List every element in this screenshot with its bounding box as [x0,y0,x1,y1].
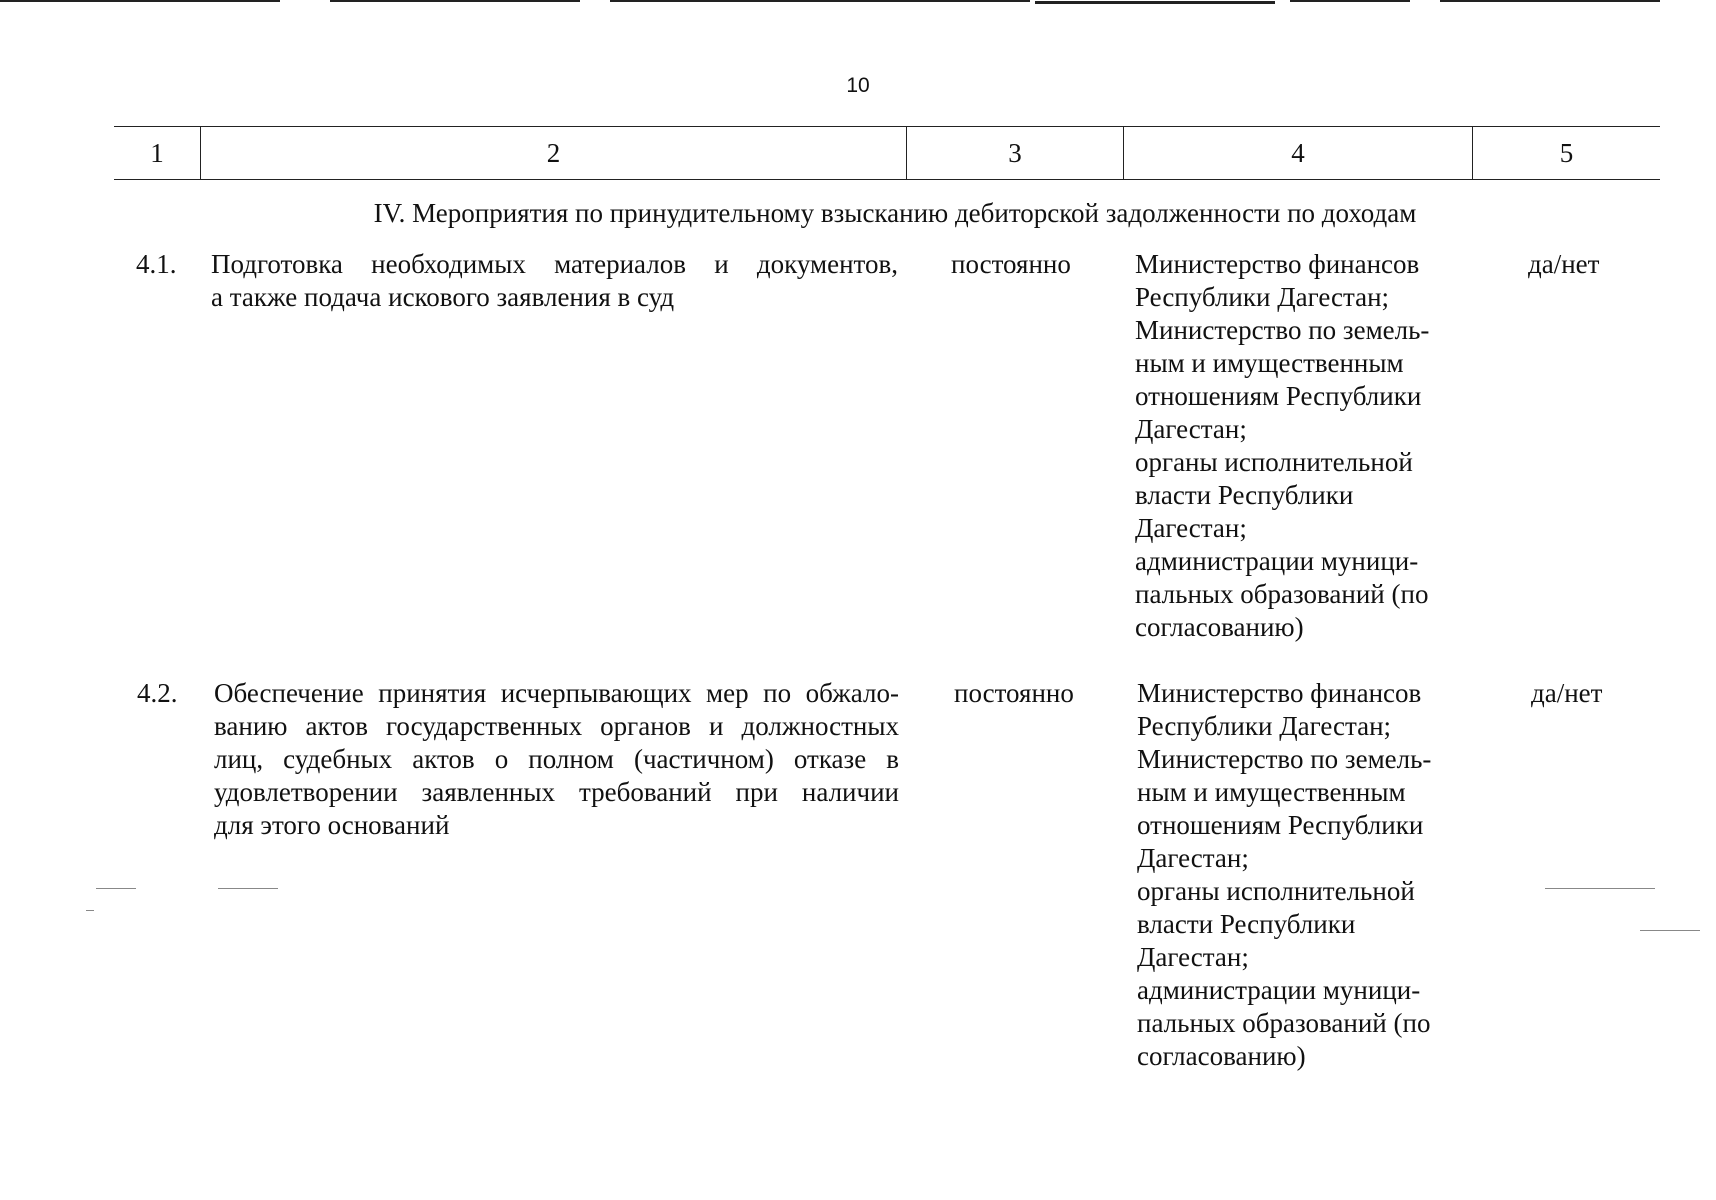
scan-artifact-line [330,0,580,2]
scan-noise [1640,930,1700,931]
responsible-line: органы исполнительной [1137,876,1415,906]
responsible-line: ным и имущественным [1137,777,1406,807]
result-indicator: да/нет [1531,678,1603,708]
scan-artifact-line [1035,1,1275,4]
description-line: Подготовка необходимых материалов и документов, [211,249,898,279]
responsible-line: отношениям Республики [1137,810,1424,840]
measure-description [211,248,898,314]
responsible-line: согласованию) [1137,1041,1306,1071]
responsible-line: Министерство по земель- [1135,315,1430,345]
responsible-line: ным и имущественным [1135,348,1404,378]
scan-artifact-line [0,0,280,2]
responsible-line: Дагестан; [1137,843,1249,873]
execution-term: постоянно [954,678,1074,708]
scan-artifact-line [1440,0,1660,2]
scan-artifact-line [610,0,1030,2]
responsible-line: пальных образований (по [1137,1008,1431,1038]
responsible-line: Дагестан; [1135,513,1247,543]
section-title: IV. Мероприятия по принудительному взысканию дебиторской задолженности по доходам [373,198,1417,228]
table-header-row [114,126,1660,180]
page-number: 10 [846,74,870,97]
responsible-parties [1135,248,1465,644]
row-number: 4.1. [136,249,177,279]
result-indicator: да/нет [1528,249,1600,279]
responsible-line: администрации муници- [1137,975,1421,1005]
column-header-5: 5 [1472,127,1660,179]
responsible-line: пальных образований (по [1135,579,1429,609]
description-line: Обеспечение принятия исчерпывающих мер по обжало- [214,678,899,708]
description-line: лиц, судебных актов о полном (частичном) отказе в [214,744,899,774]
scan-noise [96,888,136,889]
description-line: а также подача искового заявления в суд [211,282,675,312]
responsible-line: администрации муници- [1135,546,1419,576]
column-header-4: 4 [1123,127,1472,179]
scan-noise [86,910,94,911]
column-header-2: 2 [200,127,906,179]
column-header-1: 1 [150,137,164,168]
responsible-line: органы исполнительной [1135,447,1413,477]
responsible-line: Дагестан; [1137,942,1249,972]
column-header-3: 3 [906,127,1123,179]
description-line: удовлетворении заявленных требований при наличии [214,777,899,807]
description-line: ванию актов государственных органов и должностных [214,711,899,741]
responsible-line: Министерство финансов [1135,249,1420,279]
responsible-line: согласованию) [1135,612,1304,642]
row-number: 4.2. [137,678,178,708]
scan-noise [218,888,278,889]
scan-artifact-line [1290,0,1410,2]
responsible-line: Министерство финансов [1137,678,1422,708]
responsible-line: власти Республики [1135,480,1354,510]
responsible-line: Дагестан; [1135,414,1247,444]
responsible-line: отношениям Республики [1135,381,1422,411]
scan-noise [1545,888,1655,889]
measure-description [214,677,899,842]
responsible-line: Министерство по земель- [1137,744,1432,774]
execution-term: постоянно [951,249,1071,279]
responsible-line: Республики Дагестан; [1137,711,1392,741]
description-line: для этого оснований [214,810,450,840]
responsible-line: Республики Дагестан; [1135,282,1390,312]
responsible-parties [1137,677,1467,1073]
responsible-line: власти Республики [1137,909,1356,939]
